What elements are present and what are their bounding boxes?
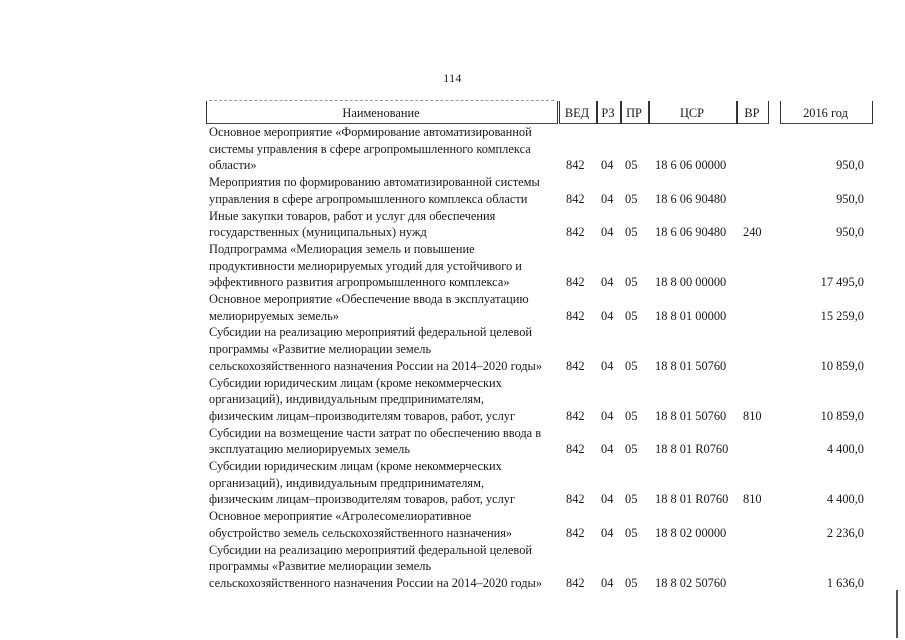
row-name-line: Субсидии юридическим лицам (кроме некоммерческих	[209, 459, 502, 473]
row-name-line: продуктивности мелиорируемых угодий для устойчивого и	[209, 258, 522, 273]
row-sum-2016: 15 259,0	[820, 308, 864, 323]
row-pr: 05	[625, 442, 638, 457]
row-name-line: Субсидии на реализацию мероприятий федеральной целевой	[209, 325, 533, 340]
row-ved: 842	[566, 358, 585, 373]
row-pr: 05	[625, 525, 638, 540]
header-ved: ВЕД	[564, 106, 590, 120]
row-name	[209, 324, 559, 374]
header-csr: ЦСР	[679, 106, 705, 120]
row-ved: 842	[566, 442, 585, 457]
row-ved: 842	[566, 225, 585, 240]
row-rz: 04	[601, 492, 614, 507]
row-name-line: сельскохозяйственного назначения России на 2014–2020 годы»	[209, 358, 543, 373]
row-name	[209, 458, 559, 508]
row-name-line: сельскохозяйственного назначения России на 2014–2020 годы»	[209, 575, 543, 590]
row-name	[209, 124, 559, 174]
row-ved: 842	[566, 308, 585, 323]
row-csr: 18 6 06 90480	[655, 191, 727, 206]
row-sum-2016: 950,0	[836, 225, 864, 240]
row-rz: 04	[601, 575, 614, 590]
row-csr: 18 8 00 00000	[655, 275, 727, 290]
row-name-line: Основное мероприятие «Обеспечение ввода в эксплуатацию	[209, 292, 529, 306]
row-csr: 18 8 01 50760	[655, 408, 727, 423]
row-ved: 842	[566, 275, 585, 290]
row-rz: 04	[601, 358, 614, 373]
row-vr: 240	[743, 225, 762, 240]
row-name-line: Подпрограмма «Мелиорация земель и повышение	[209, 241, 475, 256]
header-vr: ВР	[744, 106, 760, 120]
row-name-line: Субсидии на реализацию мероприятий федеральной целевой	[209, 542, 533, 557]
row-rz: 04	[601, 191, 614, 206]
row-name-line: организаций), индивидуальным предпринимателям,	[209, 475, 485, 490]
row-csr: 18 8 02 00000	[655, 525, 727, 540]
row-sum-2016: 1 636,0	[826, 575, 864, 590]
row-pr: 05	[625, 225, 638, 240]
row-vr: 810	[743, 492, 762, 507]
row-rz: 04	[601, 525, 614, 540]
row-name	[209, 375, 559, 425]
row-name-line: области»	[209, 158, 257, 173]
row-pr: 05	[625, 408, 638, 423]
row-sum-2016: 2 236,0	[826, 525, 864, 540]
row-sum-2016: 4 400,0	[826, 492, 864, 507]
row-name-line: программы «Развитие мелиорации земель	[209, 342, 432, 357]
row-name	[209, 542, 559, 592]
row-sum-2016: 17 495,0	[820, 275, 864, 290]
row-name	[209, 291, 559, 324]
header-year: 2016 год	[803, 106, 848, 120]
row-name-line: эксплуатацию мелиорируемых земель	[209, 442, 411, 457]
row-name-line: эффективного развития агропромышленного комплекса»	[209, 275, 510, 290]
row-name-line: государственных (муниципальных) нужд	[209, 225, 427, 240]
row-name-line: организаций), индивидуальным предпринимателям,	[209, 392, 485, 407]
row-csr: 18 6 06 00000	[655, 158, 727, 173]
row-ved: 842	[566, 575, 585, 590]
row-name	[209, 174, 559, 207]
row-name-line: мелиорируемых земель»	[209, 308, 339, 323]
row-ved: 842	[566, 492, 585, 507]
row-sum-2016: 10 859,0	[820, 358, 864, 373]
row-name-line: системы управления в сфере агропромышленного комплекса	[209, 141, 531, 156]
row-pr: 05	[625, 158, 638, 173]
row-name	[209, 241, 559, 291]
row-sum-2016: 4 400,0	[826, 442, 864, 457]
header-rz: РЗ	[601, 106, 615, 120]
row-name-line: управления в сфере агропромышленного комплекса области	[209, 191, 528, 206]
row-name-line: Субсидии на возмещение части затрат по обеспечению ввода в	[209, 425, 542, 440]
row-name-line: Основное мероприятие «Формирование автоматизированной	[209, 125, 532, 139]
row-name-line: Иные закупки товаров, работ и услуг для обеспечения	[209, 208, 496, 223]
row-rz: 04	[601, 408, 614, 423]
row-pr: 05	[625, 358, 638, 373]
row-rz: 04	[601, 442, 614, 457]
row-ved: 842	[566, 191, 585, 206]
row-rz: 04	[601, 308, 614, 323]
row-pr: 05	[625, 575, 638, 590]
row-pr: 05	[625, 492, 638, 507]
row-pr: 05	[625, 308, 638, 323]
header-name: Наименование	[342, 106, 420, 120]
row-name-line: Мероприятия по формированию автоматизированной системы	[209, 175, 540, 190]
row-ved: 842	[566, 158, 585, 173]
row-sum-2016: 950,0	[836, 158, 864, 173]
row-sum-2016: 10 859,0	[820, 408, 864, 423]
row-rz: 04	[601, 275, 614, 290]
header-pr: ПР	[626, 106, 642, 120]
row-name-line: физическим лицам–производителям товаров, работ, услуг	[209, 408, 516, 423]
row-name	[209, 425, 559, 458]
row-name	[209, 208, 559, 241]
row-ved: 842	[566, 408, 585, 423]
row-csr: 18 6 06 90480	[655, 225, 727, 240]
page-edge-mark	[896, 590, 898, 638]
row-name-line: Субсидии юридическим лицам (кроме некоммерческих	[209, 375, 502, 390]
row-csr: 18 8 02 50760	[655, 575, 727, 590]
row-vr: 810	[743, 408, 762, 423]
row-pr: 05	[625, 191, 638, 206]
row-name-line: физическим лицам–производителям товаров, работ, услуг	[209, 492, 516, 507]
row-pr: 05	[625, 275, 638, 290]
row-name	[209, 508, 559, 541]
row-csr: 18 8 01 00000	[655, 308, 727, 323]
row-csr: 18 8 01 50760	[655, 358, 727, 373]
row-ved: 842	[566, 525, 585, 540]
page-number: 114	[443, 71, 462, 85]
row-rz: 04	[601, 225, 614, 240]
row-sum-2016: 950,0	[836, 191, 864, 206]
row-name-line: программы «Развитие мелиорации земель	[209, 559, 432, 574]
row-name-line: обустройство земель сельскохозяйственного назначения»	[209, 525, 513, 540]
row-name-line: Основное мероприятие «Агролесомелиоративное	[209, 509, 472, 524]
row-csr: 18 8 01 R0760	[655, 442, 729, 457]
row-rz: 04	[601, 158, 614, 173]
row-csr: 18 8 01 R0760	[655, 492, 729, 507]
